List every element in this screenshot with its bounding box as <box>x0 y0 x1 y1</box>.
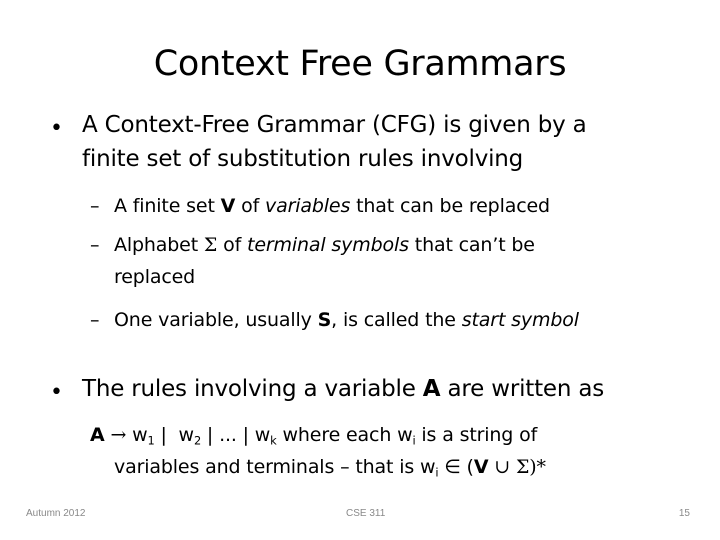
sub-bullet-alphabet-line-2: replaced <box>114 266 196 288</box>
footer-date: Autumn 2012 <box>26 508 86 519</box>
rule-line-2: variables and terminals – that is $w_i$ ∈ (V ∪ Σ)* <box>114 456 546 480</box>
slide-title: Context Free Grammars <box>153 44 567 84</box>
bullet-marker: • <box>50 380 63 405</box>
bullet-1-line-1: A Context-Free Grammar (CFG) is given by a <box>82 112 587 138</box>
dash-marker: – <box>90 195 100 217</box>
sub-bullet-variables: A finite set V of variables that can be replaced <box>114 195 550 217</box>
bullet-marker: • <box>50 116 63 141</box>
footer-course: CSE 311 <box>346 508 386 519</box>
rule-line-1: $A \to w_1$ | $w_2$ | ... | $w_k$ where each $w_i$ is a string of <box>90 424 538 448</box>
footer-page-number: 15 <box>678 508 690 519</box>
bullet-2-line-1: The rules involving a variable A are written as <box>82 376 605 402</box>
sub-bullet-alphabet: Alphabet Σ of terminal symbols that can’t be <box>114 234 535 256</box>
dash-marker: – <box>90 234 100 256</box>
bullet-1-line-2: finite set of substitution rules involving <box>82 146 524 172</box>
sub-bullet-start-symbol: One variable, usually S, is called the start symbol <box>114 309 579 331</box>
dash-marker: – <box>90 309 100 331</box>
